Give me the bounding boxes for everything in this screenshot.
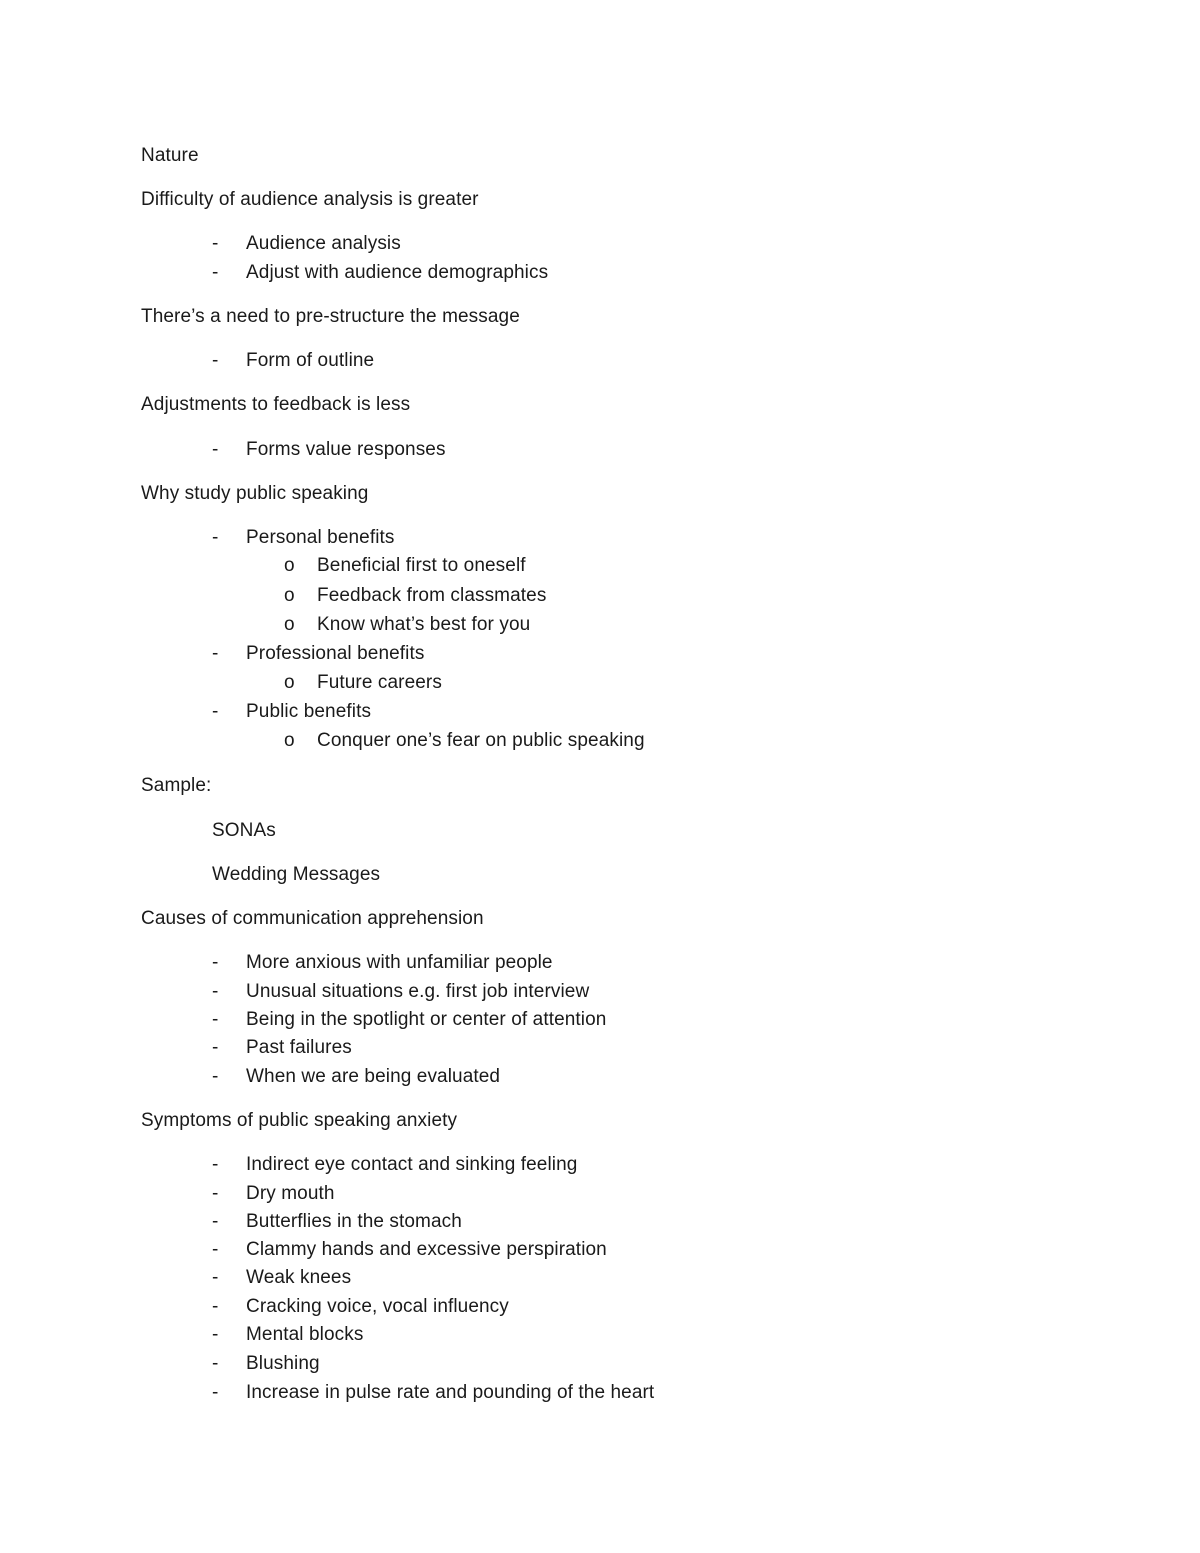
dash-marker: - — [212, 1183, 219, 1204]
circle-marker: o — [284, 730, 295, 751]
list-item-text: Adjust with audience demographics — [246, 262, 549, 283]
list-item-text: Being in the spotlight or center of attention — [246, 1009, 607, 1030]
heading-nature: Nature — [141, 145, 199, 166]
dash-marker: - — [212, 527, 219, 548]
dash-marker: - — [212, 1324, 219, 1345]
dash-marker: - — [212, 701, 219, 722]
list-item-text: Past failures — [246, 1037, 352, 1058]
heading-prestructure: There’s a need to pre-structure the message — [141, 306, 520, 327]
dash-marker: - — [212, 233, 219, 254]
sub-list-item-text: Beneficial first to oneself — [317, 555, 526, 576]
heading-symptoms: Symptoms of public speaking anxiety — [141, 1110, 458, 1131]
heading-causes: Causes of communication apprehension — [141, 908, 484, 929]
dash-marker: - — [212, 262, 219, 283]
list-item-text: Increase in pulse rate and pounding of the heart — [246, 1382, 655, 1403]
list-item-text: Form of outline — [246, 350, 375, 371]
dash-marker: - — [212, 1037, 219, 1058]
dash-marker: - — [212, 1009, 219, 1030]
dash-marker: - — [212, 1154, 219, 1175]
dash-marker: - — [212, 981, 219, 1002]
dash-marker: - — [212, 643, 219, 664]
dash-marker: - — [212, 350, 219, 371]
dash-marker: - — [212, 1353, 219, 1374]
dash-marker: - — [212, 1267, 219, 1288]
list-item-text: When we are being evaluated — [246, 1066, 501, 1087]
list-item-text: More anxious with unfamiliar people — [246, 952, 553, 973]
heading-sample: Sample: — [141, 775, 212, 796]
sample-item: SONAs — [212, 820, 276, 841]
dash-marker: - — [212, 1211, 219, 1232]
list-item-text: Cracking voice, vocal influency — [246, 1296, 509, 1317]
circle-marker: o — [284, 672, 295, 693]
list-item-text: Professional benefits — [246, 643, 425, 664]
dash-marker: - — [212, 1382, 219, 1403]
dash-marker: - — [212, 1296, 219, 1317]
list-item-text: Forms value responses — [246, 439, 446, 460]
list-item-text: Personal benefits — [246, 527, 395, 548]
list-item-text: Mental blocks — [246, 1324, 364, 1345]
heading-feedback: Adjustments to feedback is less — [141, 394, 411, 415]
sub-list-item-text: Future careers — [317, 672, 442, 693]
dash-marker: - — [212, 1066, 219, 1087]
sub-list-item-text: Know what’s best for you — [317, 614, 531, 635]
list-item-text: Weak knees — [246, 1267, 352, 1288]
dash-marker: - — [212, 952, 219, 973]
sub-list-item-text: Conquer one’s fear on public speaking — [317, 730, 645, 751]
dash-marker: - — [212, 439, 219, 460]
circle-marker: o — [284, 585, 295, 606]
heading-why-study: Why study public speaking — [141, 483, 369, 504]
sample-item: Wedding Messages — [212, 864, 381, 885]
circle-marker: o — [284, 614, 295, 635]
circle-marker: o — [284, 555, 295, 576]
dash-marker: - — [212, 1239, 219, 1260]
list-item-text: Dry mouth — [246, 1183, 335, 1204]
sub-list-item-text: Feedback from classmates — [317, 585, 547, 606]
list-item-text: Unusual situations e.g. first job interview — [246, 981, 590, 1002]
list-item-text: Blushing — [246, 1353, 320, 1374]
list-item-text: Clammy hands and excessive perspiration — [246, 1239, 607, 1260]
heading-difficulty: Difficulty of audience analysis is greater — [141, 189, 479, 210]
list-item-text: Indirect eye contact and sinking feeling — [246, 1154, 578, 1175]
list-item-text: Public benefits — [246, 701, 372, 722]
list-item-text: Audience analysis — [246, 233, 401, 254]
list-item-text: Butterflies in the stomach — [246, 1211, 462, 1232]
